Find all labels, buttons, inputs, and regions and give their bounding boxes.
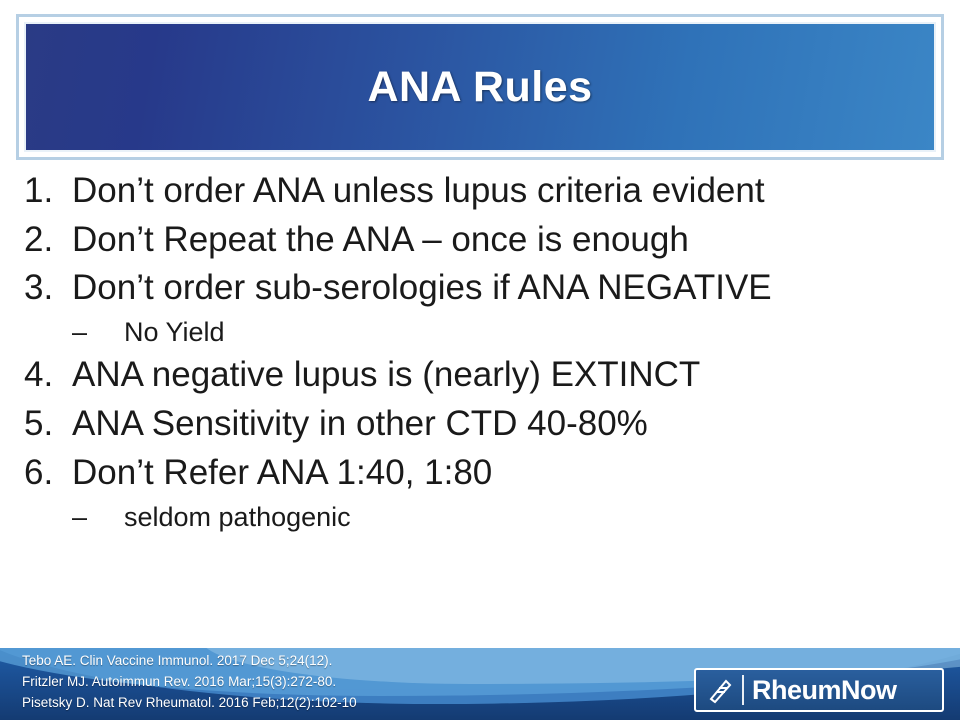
list-marker: 3. [24,268,54,308]
reference-line: Pisetsky D. Nat Rev Rheumatol. 2016 Feb;12(2):102-10 [22,695,357,711]
logo-word-rheum: Rheum [752,674,842,705]
list-item [24,219,944,262]
list-item-text: Don’t order ANA unless lupus criteria evident [72,171,765,210]
list-item-text: Don’t Refer ANA 1:40, 1:80 [72,452,493,492]
list-marker: 5. [24,404,54,444]
sub-list-item-text: No Yield [124,317,225,348]
logo-word-now: Now [841,674,897,705]
list-item [24,452,944,495]
sub-list-item [24,316,944,348]
list-marker: 4. [24,355,54,395]
list-item-text: ANA Sensitivity in other CTD 40-80% [72,404,648,444]
logo-wordmark [752,675,897,706]
sub-list-marker: – [72,317,88,348]
logo-divider [742,675,744,705]
rheumnow-logo[interactable] [694,668,944,712]
reference-line: Fritzler MJ. Autoimmun Rev. 2016 Mar;15(3):272-80. [22,674,337,690]
title-frame [16,14,944,160]
list-marker: 6. [24,452,54,492]
list-marker: 2. [24,219,54,259]
sub-list-item-text: seldom pathogenic [124,501,351,532]
title-banner [24,22,936,152]
page-title: ANA Rules [367,62,593,111]
list-marker: 1. [24,171,54,210]
list-item-text: ANA negative lupus is (nearly) EXTINCT [72,355,701,395]
bullet-list [24,170,944,539]
list-item-text: Don’t Repeat the ANA – once is enough [72,219,689,259]
list-item [24,354,944,397]
list-item-text: Don’t order sub-serologies if ANA NEGATIVE [72,268,772,308]
sub-list-marker: – [72,501,88,532]
footer-band [0,648,960,720]
sub-list-item [24,501,944,533]
rheumnow-pen-icon [704,673,738,707]
list-item [24,403,944,446]
reference-line: Tebo AE. Clin Vaccine Immunol. 2017 Dec 5;24(12). [22,653,333,669]
list-item [24,267,944,310]
list-item [24,170,944,213]
reference-list [22,651,357,714]
